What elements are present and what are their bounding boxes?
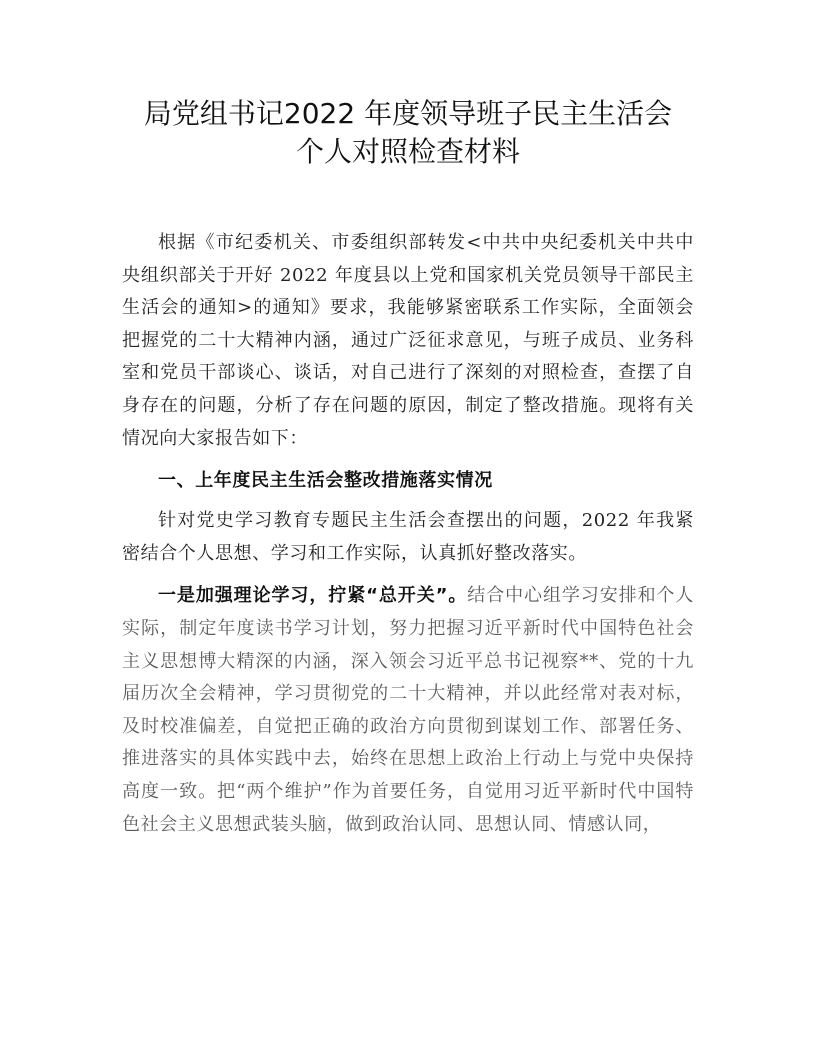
document-body [122,227,694,841]
document-title-line-1: 局党组书记2022 年度领导班子民主生活会 [143,97,673,130]
document-title-line-2: 个人对照检查材料 [295,135,520,168]
section-1-heading: 一、上年度民主生活会整改措施落实情况 [158,470,493,492]
section-1-paragraph-1: 针对党史学习教育专题民主生活会查摆出的问题，2022 年我紧密结合个人思想、学习和工作实际，认真抓好整改落实。 [122,510,694,564]
paragraph-body-text: 结合中心组学习安排和个人实际，制定年度读书学习计划，努力把握习近平新时代中国特色社会主义思想博大精深的内涵，深入领会习近平总书记视察**、党的十九届历次全会精神，学习贯彻党的二十大精神，并以此经常对表对标，及时校准偏差，自觉把正确的政治方向贯彻到谋划工作、部署任务、推进落实的具体实践中去，始终在思想上政治上行动上与党中央保持高度一致。把“两个维护”作为首要任务，自觉用习近平新时代中国特色社会主义思想武装头脑，做到政治认同、思想认同、情感认同， [122,585,695,835]
section-1-paragraph-2 [122,580,694,841]
intro-paragraph: 根据《市纪委机关、市委组织部转发<中共中央纪委机关中共中央组织部关于开好 2022 年度县以上党和国家机关党员领导干部民主生活会的通知>的通知》要求，我能够紧密联系工作实际，全面领会把握党的二十大精神内涵，通过广泛征求意见，与班子成员、业务科室和党员干部谈心、谈话，对自己进行了深刻的对照检查，查摆了自身存在的问题，分析了存在问题的原因，制定了整改措施。现将有关情况向大家报告如下： [122,232,694,449]
paragraph-lead-phrase: 一是加强理论学习，拧紧“总开关”。 [158,585,468,607]
